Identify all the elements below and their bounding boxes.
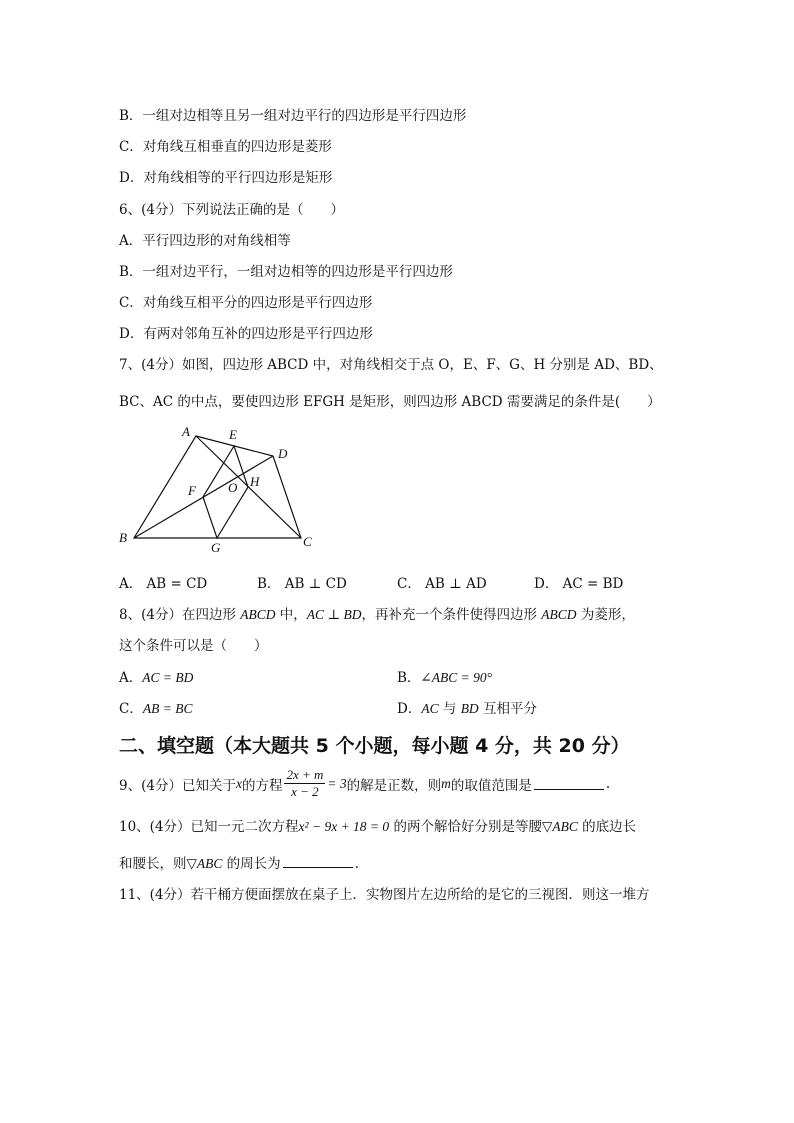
q8-option-b: B．∠ABC = 90° [397,670,492,686]
label-d: D [278,446,288,461]
q8-option-a: A．AC = BD [119,670,194,686]
section-fill-in-blank-heading: 二、填空题（本大题共 5 个小题，每小题 4 分，共 20 分） [119,735,630,757]
label-h: H [250,474,260,489]
figure-efgh [203,446,248,538]
label-g: G [211,540,221,555]
q6-option-b: B．一组对边平行，一组对边相等的四边形是平行四边形 [119,264,453,280]
q7-option-c: C． AB ⊥ AD [397,576,487,592]
q7-option-d: D． AC = BD [534,576,624,592]
q5-option-d: D．对角线相等的平行四边形是矩形 [119,170,333,186]
q9-answer-blank[interactable] [534,777,604,790]
q8-option-c: C．AB = BC [119,701,193,717]
label-f: F [188,483,196,498]
q10-answer-blank[interactable] [283,855,353,868]
q6-option-d: D．有两对邻角互补的四边形是平行四边形 [119,326,373,342]
q6-stem: 6、(4分）下列说法正确的是（ ） [119,202,344,218]
label-e: E [229,427,237,442]
label-c: C [303,534,312,549]
q8-stem-line2: 这个条件可以是（ ） [119,638,268,654]
q8-stem-line1: 8、(4分）在四边形 ABCD 中，AC ⊥ BD，再补充一个条件使得四边形 ABCD 为菱形， [119,607,635,623]
label-b: B [119,530,127,545]
q5-option-b: B．一组对边相等且另一组对边平行的四边形是平行四边形 [119,108,467,124]
label-a: A [182,424,190,439]
q7-option-b: B． AB ⊥ CD [257,576,347,592]
q8-option-d: D．AC 与 BD 互相平分 [397,701,537,717]
q9-fraction: $\frac{2x + m}{x - 2}$ [286,767,324,799]
q6-option-c: C．对角线互相平分的四边形是平行四边形 [119,295,373,311]
q9-stem: 9、(4分）已知关于 x 的方程 $\frac{2x + m}{x - 2}$ = 3 的解是正数，则 m 的取值范围是 . [119,767,611,799]
q7-stem-line1: 7、(4分）如图，四边形 ABCD 中，对角线相交于点 O，E、F、G、H 分别是 AD、BD、 [119,357,663,373]
quadrilateral-figure [110,420,330,560]
q10-stem-line2: 和腰长，则▽ABC 的周长为 . [119,856,359,872]
q10-stem-line1: 10、(4分）已知一元二次方程x² − 9x + 18 = 0 的两个解恰好分别是等腰▽ABC 的底边长 [119,819,637,835]
q7-stem-line2: BC、AC 的中点，要使四边形 EFGH 是矩形，则四边形 ABCD 需要满足的条件是( ） [119,394,661,410]
q6-option-a: A．平行四边形的对角线相等 [119,233,291,249]
q5-option-c: C．对角线互相垂直的四边形是菱形 [119,139,332,155]
q11-stem: 11、(4分）若干桶方便面摆放在桌子上．实物图片左边所给的是它的三视图．则这一堆方 [119,887,650,903]
label-o: O [228,480,238,495]
q7-option-a: A． AB = CD [119,576,208,592]
